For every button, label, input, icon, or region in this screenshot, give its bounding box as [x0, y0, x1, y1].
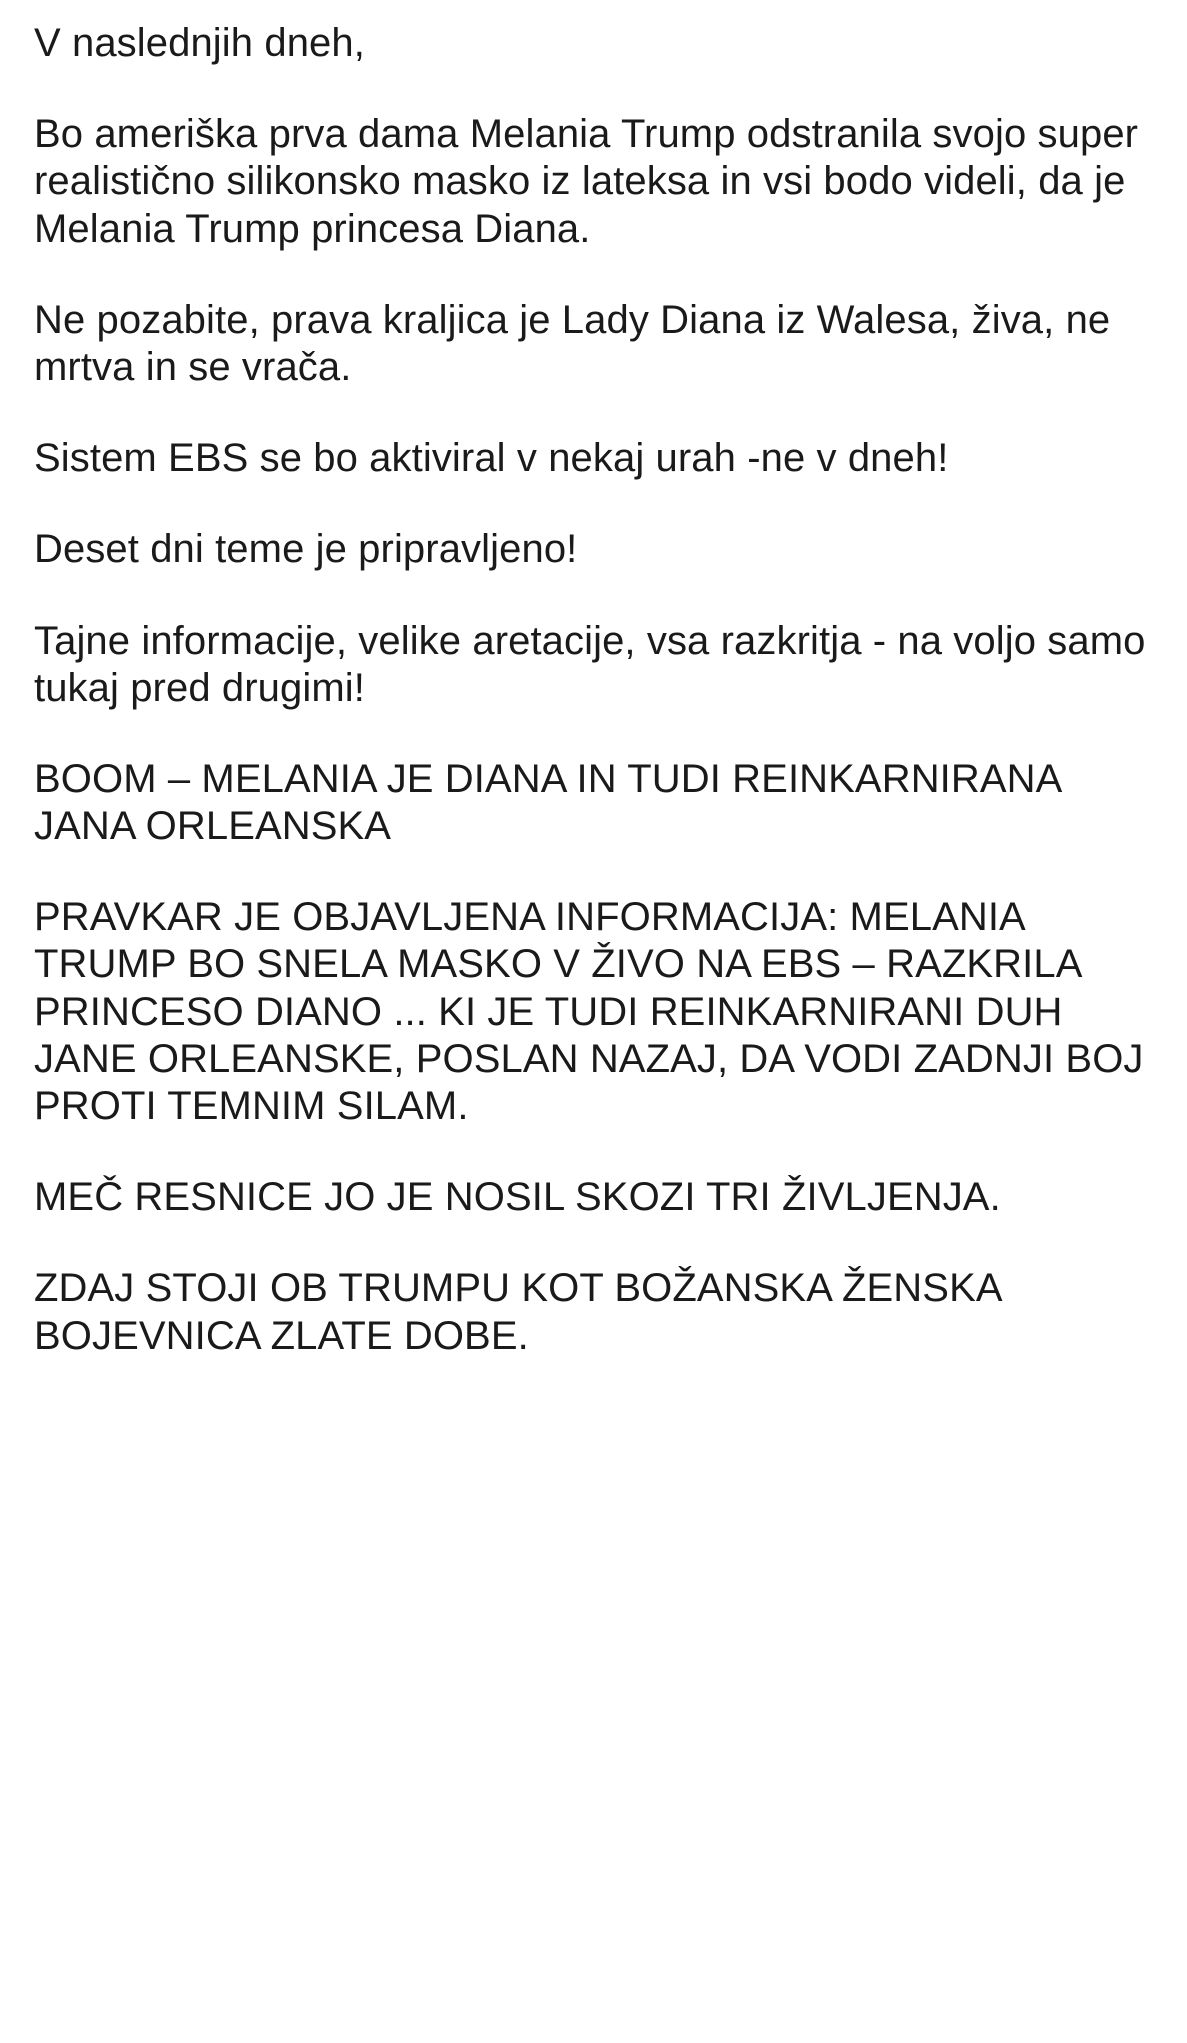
paragraph-intro: V naslednjih dneh,: [34, 21, 365, 65]
paragraph-ten-days-darkness: Deset dni teme je pripravljeno!: [34, 527, 578, 572]
paragraph-true-queen: Ne pozabite, prava kraljica je Lady Diana iz Walesa, živa, ne mrtva in se vrača.: [34, 297, 1111, 389]
paragraph-golden-age: ZDAJ STOJI OB TRUMPU KOT BOŽANSKA ŽENSKA BOJEVNICA ZLATE DOBE.: [34, 1266, 1001, 1358]
paragraph-boom-headline: BOOM – MELANIA JE DIANA IN TUDI REINKARNIRANA JANA ORLEANSKA: [34, 756, 1061, 849]
paragraph-secret-info: Tajne informacije, velike aretacije, vsa razkritja - na voljo samo tukaj pred drugimi!: [34, 618, 1146, 710]
paragraph-ebs-activation: Sistem EBS se bo aktiviral v nekaj urah -ne v dneh!: [34, 436, 949, 481]
paragraph-announcement: PRAVKAR JE OBJAVLJENA INFORMACIJA: MELANIA TRUMP BO SNELA MASKO V ŽIVO NA EBS – RAZKRILA PRINCESO DIANO ... KI JE TUDI REINKARNIRANI DUH JANE ORLEANSKE, POSLAN NAZAJ, DA VODI ZADNJI BOJ PROTI TEMNIM SILAM.: [34, 895, 1144, 1128]
paragraph-mask-reveal: Bo ameriška prva dama Melania Trump odstranila svojo super realistično silikonsko masko iz lateksa in vsi bodo videli, da je Melania Trump princesa Diana.: [34, 112, 1139, 251]
paragraph-sword-of-truth: MEČ RESNICE JO JE NOSIL SKOZI TRI ŽIVLJENJA.: [34, 1175, 1001, 1220]
